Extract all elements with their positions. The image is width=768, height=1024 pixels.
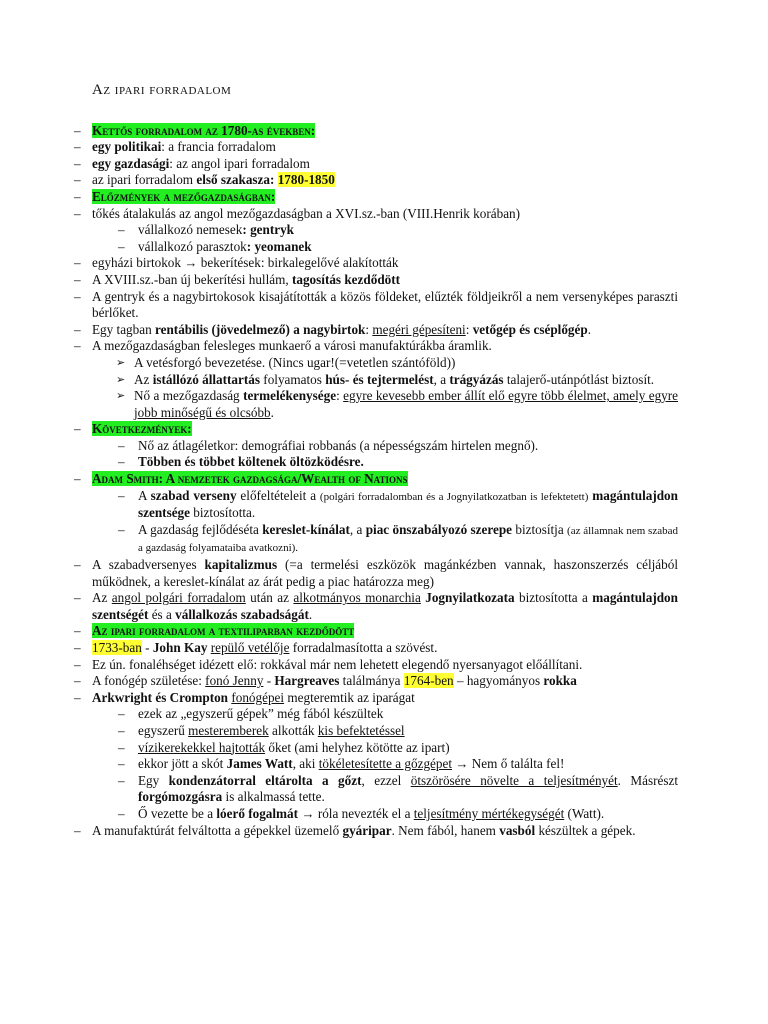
line-text: [92, 338, 492, 353]
text-run: , ezzel: [361, 772, 411, 788]
text-run: kis befektetéssel: [317, 722, 405, 738]
text-run: Kettős forradalom az 1780-as években:: [92, 122, 316, 138]
text-run: (=a termelési eszközök magánkézben vannak, haszonszerzés céljából működnek, a kereslet-kínálat az árát pedig a piac határozza meg): [92, 557, 678, 589]
text-run: első szakasza:: [196, 172, 275, 188]
text-run: találmánya: [339, 673, 404, 689]
text-run: Az: [134, 371, 153, 387]
dash-bullet: –: [74, 188, 81, 204]
text-run: Az: [92, 590, 112, 606]
text-run: repülő vetélője: [210, 640, 290, 655]
list-item: [74, 673, 678, 690]
text-run: alkották: [268, 722, 318, 738]
text-run: az ipari forradalom: [92, 172, 197, 188]
text-run: szabad verseny: [150, 487, 237, 503]
section-heading: [74, 189, 678, 206]
dash-bullet: –: [74, 656, 81, 672]
text-run: , aki: [292, 756, 319, 772]
list-item: [74, 823, 678, 840]
dash-bullet: –: [74, 122, 81, 138]
list-item: [74, 438, 678, 455]
text-run: Hargreaves: [274, 673, 340, 689]
list-item: [74, 454, 678, 471]
text-run: istállózó állattartás: [152, 371, 260, 387]
dash-bullet: –: [118, 238, 125, 254]
list-item: [74, 488, 678, 522]
text-run: Nő az átlagéletkor: demográfiai robbanás (a népességszám hirtelen megnő).: [138, 437, 539, 453]
page-title: Az ipari forradalom: [92, 82, 232, 98]
text-run: 1780-1850: [277, 172, 335, 188]
dash-bullet: –: [74, 139, 81, 155]
dash-bullet: –: [118, 521, 125, 537]
text-run: Ez ún. fonaléhséget idézett elő: rokkával már nem lehetett elegendő nyersanyagot előállítani.: [92, 656, 583, 672]
dash-bullet: –: [118, 805, 125, 821]
text-run: :: [465, 321, 473, 337]
dash-bullet: –: [118, 222, 125, 238]
dash-bullet: –: [74, 271, 81, 287]
line-text: [138, 438, 538, 453]
line-text: [138, 806, 604, 821]
text-run: rentábilis (jövedelmező) a nagybirtok: [155, 321, 366, 337]
text-run: fonógépei: [231, 689, 285, 705]
dash-bullet: –: [118, 772, 125, 788]
text-run: A mezőgazdaságban felesleges munkaerő a városi manufaktúrákba áramlik.: [92, 338, 492, 354]
list-item: [74, 239, 678, 256]
text-run: mesteremberek: [188, 722, 269, 738]
section-heading: [74, 623, 678, 640]
text-run: A fonógép születése:: [92, 673, 206, 689]
list-item: [74, 773, 678, 806]
text-run: :: [365, 321, 373, 337]
dash-bullet: –: [74, 557, 81, 573]
text-run: és a: [148, 606, 176, 622]
text-run: tagosítás kezdődött: [291, 271, 401, 287]
text-run: : a francia forradalom: [161, 139, 276, 155]
text-run: tőkés átalakulás az angol mezőgazdaságban a XVI.sz.-ban (VIII.Henrik korában): [92, 205, 521, 221]
text-run: előfeltételeit a: [236, 487, 320, 503]
text-run: fonó Jenny: [205, 673, 264, 689]
text-run: Az ipari forradalom a textiliparban kezdődött: [92, 623, 355, 639]
text-run: biztosította a: [514, 590, 593, 606]
arrow-bullet-icon: ➢: [116, 390, 126, 403]
section-heading: [74, 123, 678, 140]
line-text: [138, 723, 405, 738]
dash-bullet: –: [74, 471, 81, 487]
dash-bullet: –: [74, 321, 81, 337]
text-run: , a: [349, 521, 366, 537]
text-run: készültek a gépek.: [535, 822, 636, 838]
text-run: forgómozgásra: [138, 789, 223, 805]
line-text: [138, 522, 678, 555]
text-run: vállalkozó parasztok: [138, 238, 247, 254]
list-item: [74, 388, 678, 421]
line-text: [134, 388, 678, 420]
line-text: [138, 740, 450, 755]
text-run: vízikerekekkel hajtották: [138, 739, 266, 755]
dash-bullet: –: [74, 338, 81, 354]
list-item: [74, 756, 678, 773]
list-item: [74, 372, 678, 389]
dash-bullet: –: [118, 487, 125, 503]
text-run: .: [270, 404, 274, 420]
text-run: folyamatos: [260, 371, 326, 387]
text-run: egy politikai: [92, 139, 162, 155]
dash-bullet: –: [74, 673, 81, 689]
dash-bullet: –: [74, 155, 81, 171]
arrow-bullet-icon: ➢: [116, 373, 126, 386]
line-text: [92, 206, 520, 221]
dash-bullet: –: [74, 590, 81, 606]
text-run: kondenzátorral eltárolta a gőzt: [168, 772, 362, 788]
text-run: A gentryk és a nagybirtokosok kisajátították a közös földeket, elűzték földjeikről a nem versenyképes paraszti bérlőket.: [92, 288, 678, 321]
text-run: egyszerű: [138, 722, 189, 738]
text-run: gyáripar: [342, 822, 392, 838]
list-item: [74, 557, 678, 590]
list-item: [74, 590, 678, 623]
text-run: őket (ami helyhez kötötte az ipart): [265, 739, 450, 755]
dash-bullet: –: [74, 255, 81, 271]
line-text: [92, 623, 354, 638]
text-run: (az államnak nem szabad a gazdaság folyamataiba avatkozni).: [138, 524, 678, 555]
dash-bullet: –: [74, 421, 81, 437]
list-item: [74, 322, 678, 339]
line-text: [92, 172, 335, 187]
line-text: [92, 272, 400, 287]
text-run: teljesítmény mértékegységét: [413, 805, 565, 821]
line-text: [92, 189, 275, 204]
text-run: (Watt).: [564, 805, 605, 821]
dash-bullet: –: [74, 689, 81, 705]
bullet-list: [74, 123, 678, 840]
text-run: → Nem ő találta fel!: [452, 756, 565, 772]
list-item: [74, 706, 678, 723]
list-item: [74, 657, 678, 674]
list-item: [74, 522, 678, 557]
line-text: [92, 640, 437, 655]
line-text: [138, 488, 678, 521]
text-run: egy gazdasági: [92, 155, 170, 171]
text-run: 1733-ban: [92, 640, 142, 655]
text-run: lóerő fogalmát: [216, 805, 299, 821]
text-run: → róla nevezték el a: [298, 805, 414, 821]
text-run: . Másrészt: [617, 772, 678, 788]
line-text: [138, 756, 564, 771]
text-run: kereslet-kínálat: [262, 521, 350, 537]
line-text: [92, 590, 678, 622]
section-heading: [74, 471, 678, 488]
line-text: [138, 239, 312, 254]
text-run: .: [587, 321, 591, 337]
dash-bullet: –: [118, 454, 125, 470]
dash-bullet: –: [74, 822, 81, 838]
text-run: Adam Smith: A nemzetek gazdagsága/Wealth of Nations: [92, 471, 408, 487]
list-item: [74, 740, 678, 757]
list-item: [74, 690, 678, 707]
text-run: biztosítja: [512, 521, 568, 537]
text-run: tökéletesítette a gőzgépet: [318, 756, 452, 772]
list-item: [74, 640, 678, 657]
text-run: Arkwright és Crompton: [92, 689, 229, 705]
text-run: (polgári forradalomban és a Jognyilatkozatban is lefektetett): [319, 490, 589, 503]
text-run: John Kay: [152, 640, 208, 655]
text-run: Egy tagban: [92, 321, 155, 337]
text-run: , a: [433, 371, 450, 387]
text-run: Nő a mezőgazdaság: [134, 388, 244, 404]
text-run: ezek az „egyszerű gépek” még fából készültek: [138, 706, 384, 722]
text-run: A XVIII.sz.-ban új bekerítési hullám,: [92, 271, 292, 287]
text-run: -: [263, 673, 275, 689]
text-run: vállalkozás szabadságát: [175, 606, 309, 622]
text-run: biztosította.: [190, 505, 256, 521]
dash-bullet: –: [74, 288, 81, 304]
dash-bullet: –: [74, 172, 81, 188]
text-run: egyházi birtokok → bekerítések: birkalegelővé alakították: [92, 255, 399, 271]
list-item: [74, 806, 678, 823]
text-run: termelékenysége: [243, 388, 337, 404]
text-run: A szabadversenyes: [92, 557, 205, 573]
text-run: forradalmasította a szövést.: [289, 640, 438, 655]
text-run: -: [141, 640, 153, 655]
text-run: Következmények:: [92, 421, 192, 437]
line-text: [92, 322, 591, 337]
text-run: is alkalmassá tette.: [222, 789, 325, 805]
section-heading: [74, 421, 678, 438]
text-run: talajerő-utánpótlást biztosít.: [503, 371, 655, 387]
text-run: : az angol ipari forradalom: [169, 155, 310, 171]
text-run: egyre kevesebb ember állít elő egyre több élelmet, amely egyre jobb minőségű és olcsóbb: [134, 388, 679, 420]
text-run: 1764-ben: [403, 673, 454, 689]
list-item: [74, 255, 678, 272]
list-item: [74, 272, 678, 289]
text-run: magántulajdon szentsége: [138, 487, 678, 521]
line-text: [92, 673, 577, 688]
dash-bullet: –: [74, 640, 81, 655]
text-run: ekkor jött a skót: [138, 756, 227, 772]
list-item: [74, 289, 678, 322]
dash-bullet: –: [74, 623, 81, 639]
dash-bullet: –: [118, 739, 125, 755]
line-text: [92, 156, 310, 171]
line-text: [138, 773, 678, 805]
text-run: Jognyilatkozata: [425, 590, 515, 606]
text-run: .: [308, 606, 313, 622]
text-run: után az: [245, 590, 294, 606]
text-run: rokka: [543, 673, 577, 689]
list-item: [74, 355, 678, 372]
text-run: megéri gépesíteni: [372, 321, 466, 337]
text-run: A manufaktúrát felváltotta a gépekkel üzemelő: [92, 822, 343, 838]
text-run: James Watt: [226, 756, 293, 772]
text-run: Egy: [138, 772, 169, 788]
line-text: [92, 657, 582, 672]
dash-bullet: –: [74, 205, 81, 221]
list-item: [74, 723, 678, 740]
line-text: [92, 289, 678, 321]
text-run: megteremtik az iparágat: [284, 689, 415, 705]
text-run: piac önszabályozó szerepe: [365, 521, 513, 537]
list-item: [74, 156, 678, 173]
dash-bullet: –: [118, 437, 125, 453]
text-run: trágyázás: [449, 371, 504, 387]
line-text: [134, 355, 455, 370]
text-run: ötszörösére növelte a teljesítményét: [410, 772, 618, 788]
text-run: A vetésforgó bevezetése. (Nincs ugar!(=vetetlen szántóföld)): [134, 354, 456, 370]
list-item: [74, 338, 678, 355]
text-run: A: [138, 487, 151, 503]
line-text: [134, 372, 654, 387]
line-text: [92, 557, 678, 589]
text-run: : yeomanek: [246, 238, 312, 254]
text-run: – hagyományos: [453, 673, 544, 689]
text-run: Előzmények a mezőgazdaságban:: [92, 188, 276, 204]
text-run: hús- és tejtermelést: [325, 371, 434, 387]
line-text: [138, 706, 383, 721]
list-item: [74, 139, 678, 156]
line-text: [92, 471, 408, 486]
text-run: Többen és többet költenek öltözködésre.: [138, 454, 364, 470]
line-text: [138, 454, 364, 469]
dash-bullet: –: [118, 722, 125, 738]
text-run: A gazdaság fejlődéséta: [138, 521, 263, 537]
line-text: [92, 139, 276, 154]
text-run: . Nem fából, hanem: [391, 822, 500, 838]
text-run: vasból: [499, 822, 536, 838]
list-item: [74, 222, 678, 239]
line-text: [92, 823, 636, 838]
text-run: kapitalizmus: [204, 557, 278, 573]
text-run: Ő vezette be a: [138, 805, 217, 821]
line-text: [92, 690, 415, 705]
line-text: [92, 255, 399, 270]
text-run: vetőgép és cséplőgép: [472, 321, 588, 337]
line-text: [92, 421, 192, 436]
document-page: [74, 82, 678, 839]
list-item: [74, 206, 678, 223]
text-run: alkotmányos monarchia: [293, 590, 421, 606]
text-run: vállalkozó nemesek: [138, 222, 243, 238]
text-run: angol polgári forradalom: [111, 590, 246, 606]
dash-bullet: –: [118, 756, 125, 772]
list-item: [74, 172, 678, 189]
dash-bullet: –: [118, 706, 125, 722]
arrow-bullet-icon: ➢: [116, 356, 126, 369]
line-text: [138, 222, 294, 237]
text-run: magántulajdon szentségét: [92, 590, 678, 622]
text-run: : gentryk: [242, 222, 295, 238]
line-text: [92, 123, 315, 138]
text-run: :: [336, 388, 344, 404]
